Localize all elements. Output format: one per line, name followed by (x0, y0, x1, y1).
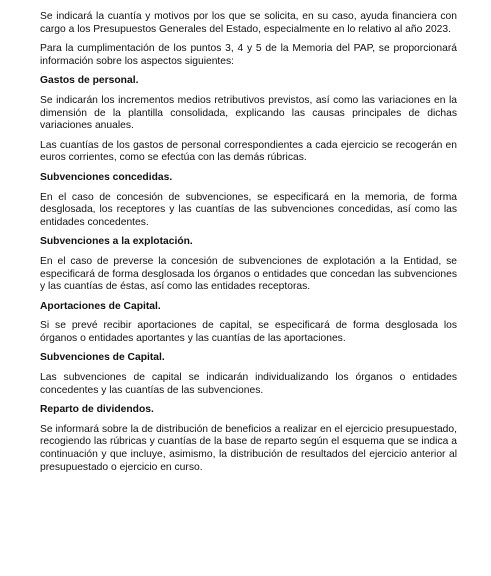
heading-reparto-dividendos: Reparto de dividendos. (40, 404, 154, 416)
heading-gastos-personal: Gastos de personal. (40, 75, 139, 87)
paragraph-personal-incrementos: Se indicarán los incrementos medios retributivos previstos, así como las variaciones en la dimensión de la plantilla consolidada, explicando las causas principales de dichas variaciones anuales. (40, 94, 457, 132)
paragraph-cumplimentacion: Para la cumplimentación de los puntos 3, 4 y 5 de la Memoria del PAP, se proporcionará información sobre los aspectos siguientes: (40, 43, 457, 67)
paragraph-reparto-dividendos: Se informará sobre la de distribución de beneficios a realizar en el ejercicio presupuestado, recogiendo las rúbricas y cuantías de la base de reparto según el esquema que se indica a continuación y que incluye, asimismo, la distribución de resultados del ejercicio anterior al presupuestado o ejercicio en curso. (40, 423, 457, 473)
heading-aportaciones-capital: Aportaciones de Capital. (40, 300, 161, 312)
paragraph-personal-cuantias: Las cuantías de los gastos de personal correspondientes a cada ejercicio se recogerán en euros corrientes, como se efectúa con las demás rúbricas. (40, 139, 457, 164)
paragraph-aportaciones-capital: Si se prevé recibir aportaciones de capital, se especificará de forma desglosada los órganos o entidades aportantes y las cuantías de las aportaciones. (40, 320, 457, 344)
heading-subvenciones-concedidas: Subvenciones concedidas. (40, 171, 173, 183)
paragraph-subvenciones-explotacion: En el caso de preverse la concesión de subvenciones de explotación a la Entidad, se especificará de forma desglosada los órganos o entidades que concedan las subvenciones y las cuantías de éstas, así como las entidades receptoras. (40, 255, 457, 293)
paragraph-ayuda-financiera: Se indicará la cuantía y motivos por los que se solicita, en su caso, ayuda financiera con cargo a los Presupuestos Generales del Estado, especialmente en lo relativo al año 2023. (40, 11, 457, 35)
paragraph-subvenciones-capital: Las subvenciones de capital se indicarán individualizando los órganos o entidades concedentes y las cuantías de las subvenciones. (40, 372, 457, 396)
paragraph-subvenciones-concedidas: En el caso de concesión de subvenciones, se especificará en la memoria, de forma desglosada, los receptores y las cuantías de las subvenciones concedidas, así como las entidades concedentes. (40, 191, 457, 228)
heading-subvenciones-explotacion: Subvenciones a la explotación. (40, 236, 193, 248)
heading-subvenciones-capital: Subvenciones de Capital. (40, 352, 165, 364)
